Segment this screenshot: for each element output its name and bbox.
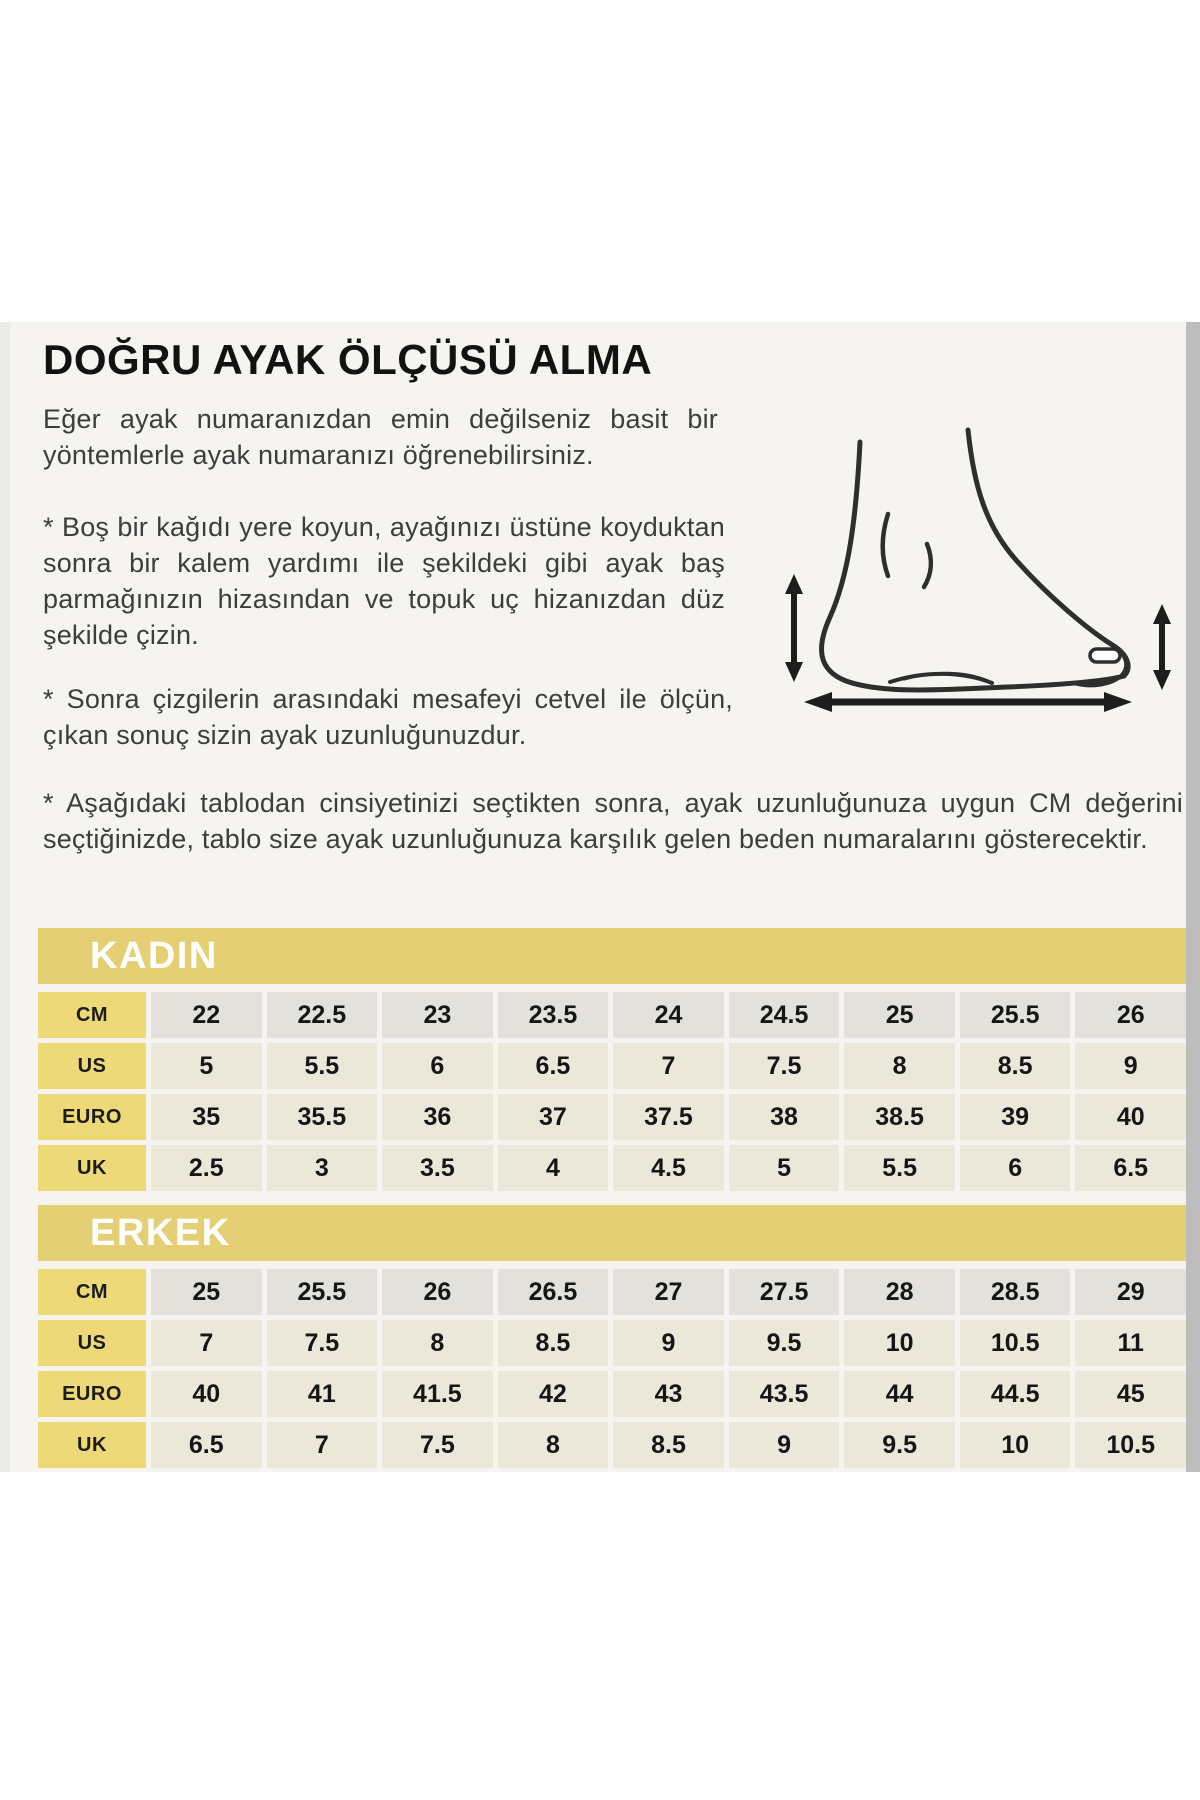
size-cell[interactable]: 10: [960, 1422, 1071, 1468]
intro-paragraph: Eğer ayak numaranızdan emin değilseniz basit bir yöntemlerle ayak numaranızı öğrenebilirsiniz.: [43, 404, 718, 470]
size-cell[interactable]: 41: [267, 1371, 378, 1417]
row-header-uk: UK: [38, 1145, 146, 1191]
size-cell[interactable]: 6: [382, 1043, 493, 1089]
row-header-uk: UK: [38, 1422, 146, 1468]
size-cell[interactable]: 5: [151, 1043, 262, 1089]
size-cell[interactable]: 7.5: [267, 1320, 378, 1366]
size-cell[interactable]: 10.5: [960, 1320, 1071, 1366]
size-cell[interactable]: 36: [382, 1094, 493, 1140]
size-cell[interactable]: 8: [498, 1422, 609, 1468]
size-cell[interactable]: 7: [151, 1320, 262, 1366]
size-cell[interactable]: 25: [844, 992, 955, 1038]
size-cell[interactable]: 25.5: [267, 1269, 378, 1315]
size-cell[interactable]: 26.5: [498, 1269, 609, 1315]
size-cell[interactable]: 35: [151, 1094, 262, 1140]
size-cell[interactable]: 5.5: [844, 1145, 955, 1191]
size-cell[interactable]: 22: [151, 992, 262, 1038]
size-cell[interactable]: 45: [1075, 1371, 1186, 1417]
size-cell[interactable]: 8.5: [960, 1043, 1071, 1089]
size-cell[interactable]: 38: [729, 1094, 840, 1140]
size-cell[interactable]: 27: [613, 1269, 724, 1315]
size-cell[interactable]: 7: [613, 1043, 724, 1089]
row-header-euro: EURO: [38, 1371, 146, 1417]
size-cell[interactable]: 37.5: [613, 1094, 724, 1140]
size-cell[interactable]: 10.5: [1075, 1422, 1186, 1468]
size-cell[interactable]: 4: [498, 1145, 609, 1191]
row-header-euro: EURO: [38, 1094, 146, 1140]
size-cell[interactable]: 37: [498, 1094, 609, 1140]
row-header-cm: CM: [38, 992, 146, 1038]
size-cell[interactable]: 7.5: [729, 1043, 840, 1089]
page-edge-left: [0, 322, 10, 1472]
instruction-step-1: * Boş bir kağıdı yere koyun, ayağınızı üstüne koyduktan sonra bir kalem yardımı ile şekildeki gibi ayak baş parmağınızın hizasından ve topuk uç hizanızdan düz şekilde çizin.: [43, 512, 725, 650]
size-cell[interactable]: 6.5: [498, 1043, 609, 1089]
size-cell[interactable]: 5.5: [267, 1043, 378, 1089]
size-cell[interactable]: 23: [382, 992, 493, 1038]
size-cell[interactable]: 43: [613, 1371, 724, 1417]
size-cell[interactable]: 9.5: [729, 1320, 840, 1366]
size-cell[interactable]: 26: [1075, 992, 1186, 1038]
horizontal-measure-arrow-icon: [804, 692, 1132, 712]
size-cell[interactable]: 40: [1075, 1094, 1186, 1140]
size-cell[interactable]: 29: [1075, 1269, 1186, 1315]
size-cell[interactable]: 4.5: [613, 1145, 724, 1191]
size-cell[interactable]: 23.5: [498, 992, 609, 1038]
page-edge-right: [1186, 322, 1200, 1472]
size-cell[interactable]: 43.5: [729, 1371, 840, 1417]
size-cell[interactable]: 11: [1075, 1320, 1186, 1366]
size-cell[interactable]: 7.5: [382, 1422, 493, 1468]
men-size-table: [38, 1269, 1186, 1468]
size-cell[interactable]: 22.5: [267, 992, 378, 1038]
instruction-step-3: * Aşağıdaki tablodan cinsiyetinizi seçtikten sonra, ayak uzunluğunuza uygun CM değerini seçtiğinizde, tablo size ayak uzunluğunuza karşılık gelen beden numaralarını gösterecektir.: [43, 788, 1183, 854]
size-cell[interactable]: 44.5: [960, 1371, 1071, 1417]
size-cell[interactable]: 41.5: [382, 1371, 493, 1417]
section-header-women: KADIN: [38, 928, 1186, 984]
vertical-measure-arrow-right-icon: [1153, 604, 1171, 690]
size-cell[interactable]: 7: [267, 1422, 378, 1468]
size-cell[interactable]: 9.5: [844, 1422, 955, 1468]
size-cell[interactable]: 8.5: [613, 1422, 724, 1468]
size-cell[interactable]: 42: [498, 1371, 609, 1417]
size-cell[interactable]: 25.5: [960, 992, 1071, 1038]
size-cell[interactable]: 3: [267, 1145, 378, 1191]
size-cell[interactable]: 8: [382, 1320, 493, 1366]
size-cell[interactable]: 6.5: [151, 1422, 262, 1468]
section-header-men: ERKEK: [38, 1205, 1186, 1261]
row-header-cm: CM: [38, 1269, 146, 1315]
instruction-step-2: * Sonra çizgilerin arasındaki mesafeyi cetvel ile ölçün, çıkan sonuç sizin ayak uzunluğunuzdur.: [43, 684, 733, 750]
size-cell[interactable]: 10: [844, 1320, 955, 1366]
size-cell[interactable]: 38.5: [844, 1094, 955, 1140]
size-cell[interactable]: 40: [151, 1371, 262, 1417]
women-size-table: [38, 992, 1186, 1191]
size-cell[interactable]: 6.5: [1075, 1145, 1186, 1191]
size-cell[interactable]: 8.5: [498, 1320, 609, 1366]
foot-measurement-illustration: [772, 402, 1180, 714]
page-title: DOĞRU AYAK ÖLÇÜSÜ ALMA: [43, 336, 653, 383]
size-cell[interactable]: 39: [960, 1094, 1071, 1140]
size-cell[interactable]: 6: [960, 1145, 1071, 1191]
row-header-us: US: [38, 1320, 146, 1366]
size-cell[interactable]: 28.5: [960, 1269, 1071, 1315]
row-header-us: US: [38, 1043, 146, 1089]
size-cell[interactable]: 44: [844, 1371, 955, 1417]
size-cell[interactable]: 27.5: [729, 1269, 840, 1315]
size-cell[interactable]: 8: [844, 1043, 955, 1089]
vertical-measure-arrow-left-icon: [785, 574, 803, 682]
size-cell[interactable]: 9: [1075, 1043, 1186, 1089]
size-cell[interactable]: 24: [613, 992, 724, 1038]
size-cell[interactable]: 9: [613, 1320, 724, 1366]
foot-outline: [822, 430, 1129, 690]
size-cell[interactable]: 9: [729, 1422, 840, 1468]
size-cell[interactable]: 5: [729, 1145, 840, 1191]
size-cell[interactable]: 2.5: [151, 1145, 262, 1191]
size-cell[interactable]: 35.5: [267, 1094, 378, 1140]
size-cell[interactable]: 24.5: [729, 992, 840, 1038]
size-cell[interactable]: 26: [382, 1269, 493, 1315]
size-cell[interactable]: 25: [151, 1269, 262, 1315]
size-cell[interactable]: 28: [844, 1269, 955, 1315]
size-cell[interactable]: 3.5: [382, 1145, 493, 1191]
